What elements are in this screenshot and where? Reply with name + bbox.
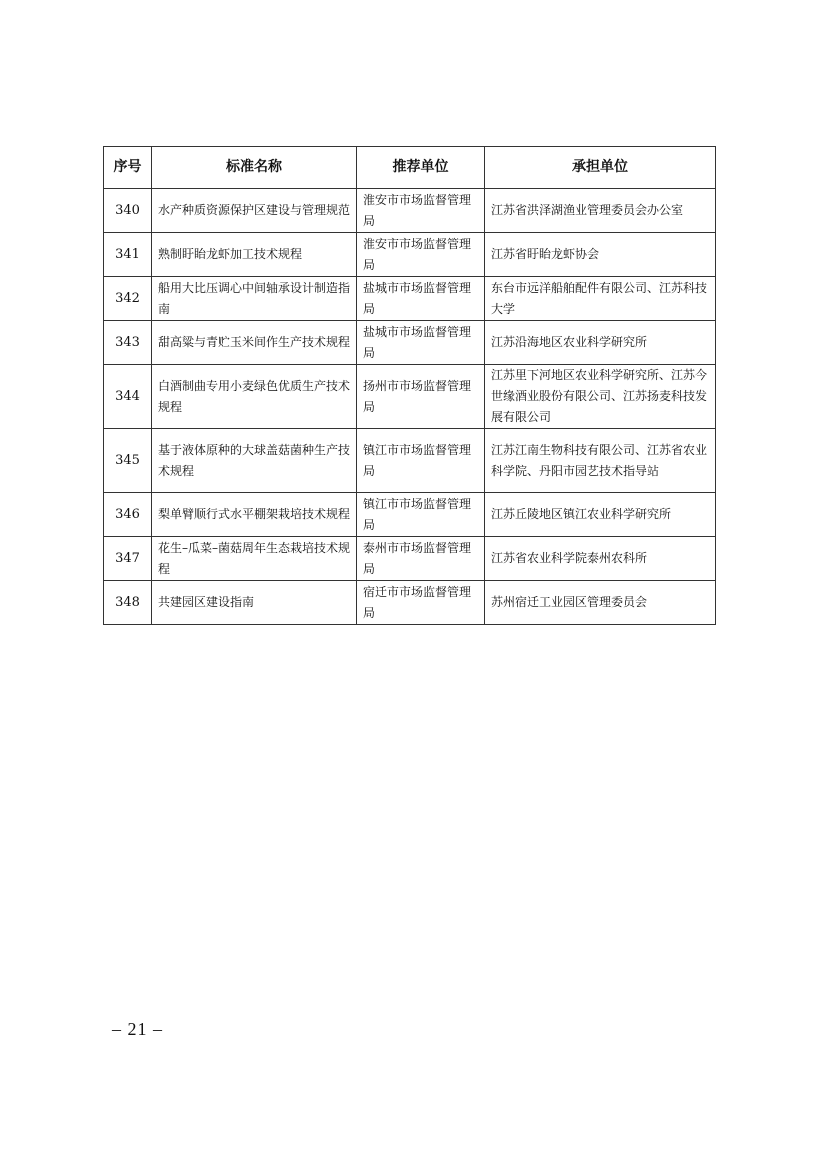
page-number: – 21 – [112,1019,163,1039]
row-serial-number: 343 [104,321,152,365]
table-row [104,429,716,493]
header-recommender: 推荐单位 [357,147,485,189]
row-undertaker: 江苏丘陵地区镇江农业科学研究所 [485,493,716,537]
row-serial-number: 342 [104,277,152,321]
row-recommender: 镇江市市场监督管理局 [357,429,485,493]
row-serial-number: 340 [104,189,152,233]
row-recommender: 淮安市市场监督管理局 [357,189,485,233]
row-undertaker: 东台市远洋船舶配件有限公司、江苏科技大学 [485,277,716,321]
row-undertaker: 江苏江南生物科技有限公司、江苏省农业科学院、丹阳市园艺技术指导站 [485,429,716,493]
row-recommender: 镇江市市场监督管理局 [357,493,485,537]
row-undertaker: 江苏省洪泽湖渔业管理委员会办公室 [485,189,716,233]
header-undertaker: 承担单位 [485,147,716,189]
row-standard-name: 梨单臂顺行式水平棚架栽培技术规程 [152,493,357,537]
row-serial-number: 348 [104,581,152,625]
row-standard-name: 共建园区建设指南 [152,581,357,625]
row-recommender: 扬州市市场监督管理局 [357,365,485,429]
row-serial-number: 341 [104,233,152,277]
row-undertaker: 江苏沿海地区农业科学研究所 [485,321,716,365]
row-standard-name: 熟制盱眙龙虾加工技术规程 [152,233,357,277]
row-standard-name: 水产种质资源保护区建设与管理规范 [152,189,357,233]
row-serial-number: 347 [104,537,152,581]
row-serial-number: 346 [104,493,152,537]
row-standard-name: 基于液体原种的大球盖菇菌种生产技术规程 [152,429,357,493]
row-serial-number: 345 [104,429,152,493]
table-header-row [104,147,716,189]
row-standard-name: 甜高粱与青贮玉米间作生产技术规程 [152,321,357,365]
row-undertaker: 江苏省农业科学院泰州农科所 [485,537,716,581]
row-recommender: 泰州市市场监督管理局 [357,537,485,581]
table-row [104,365,716,429]
header-standard-name: 标准名称 [152,147,357,189]
table-row [104,233,716,277]
row-serial-number: 344 [104,365,152,429]
row-recommender: 宿迁市市场监督管理局 [357,581,485,625]
row-standard-name: 白酒制曲专用小麦绿色优质生产技术规程 [152,365,357,429]
table-row [104,277,716,321]
standards-table [103,146,716,625]
table-row [104,321,716,365]
row-recommender: 淮安市市场监督管理局 [357,233,485,277]
row-undertaker: 江苏省盱眙龙虾协会 [485,233,716,277]
row-undertaker: 江苏里下河地区农业科学研究所、江苏今世缘酒业股份有限公司、江苏扬麦科技发展有限公司 [485,365,716,429]
row-standard-name: 花生–瓜菜–菌菇周年生态栽培技术规程 [152,537,357,581]
row-recommender: 盐城市市场监督管理局 [357,277,485,321]
table-row [104,493,716,537]
table-row [104,189,716,233]
table-row [104,537,716,581]
header-serial: 序号 [104,147,152,189]
row-standard-name: 船用大比压调心中间轴承设计制造指南 [152,277,357,321]
row-undertaker: 苏州宿迁工业园区管理委员会 [485,581,716,625]
table-row [104,581,716,625]
row-recommender: 盐城市市场监督管理局 [357,321,485,365]
